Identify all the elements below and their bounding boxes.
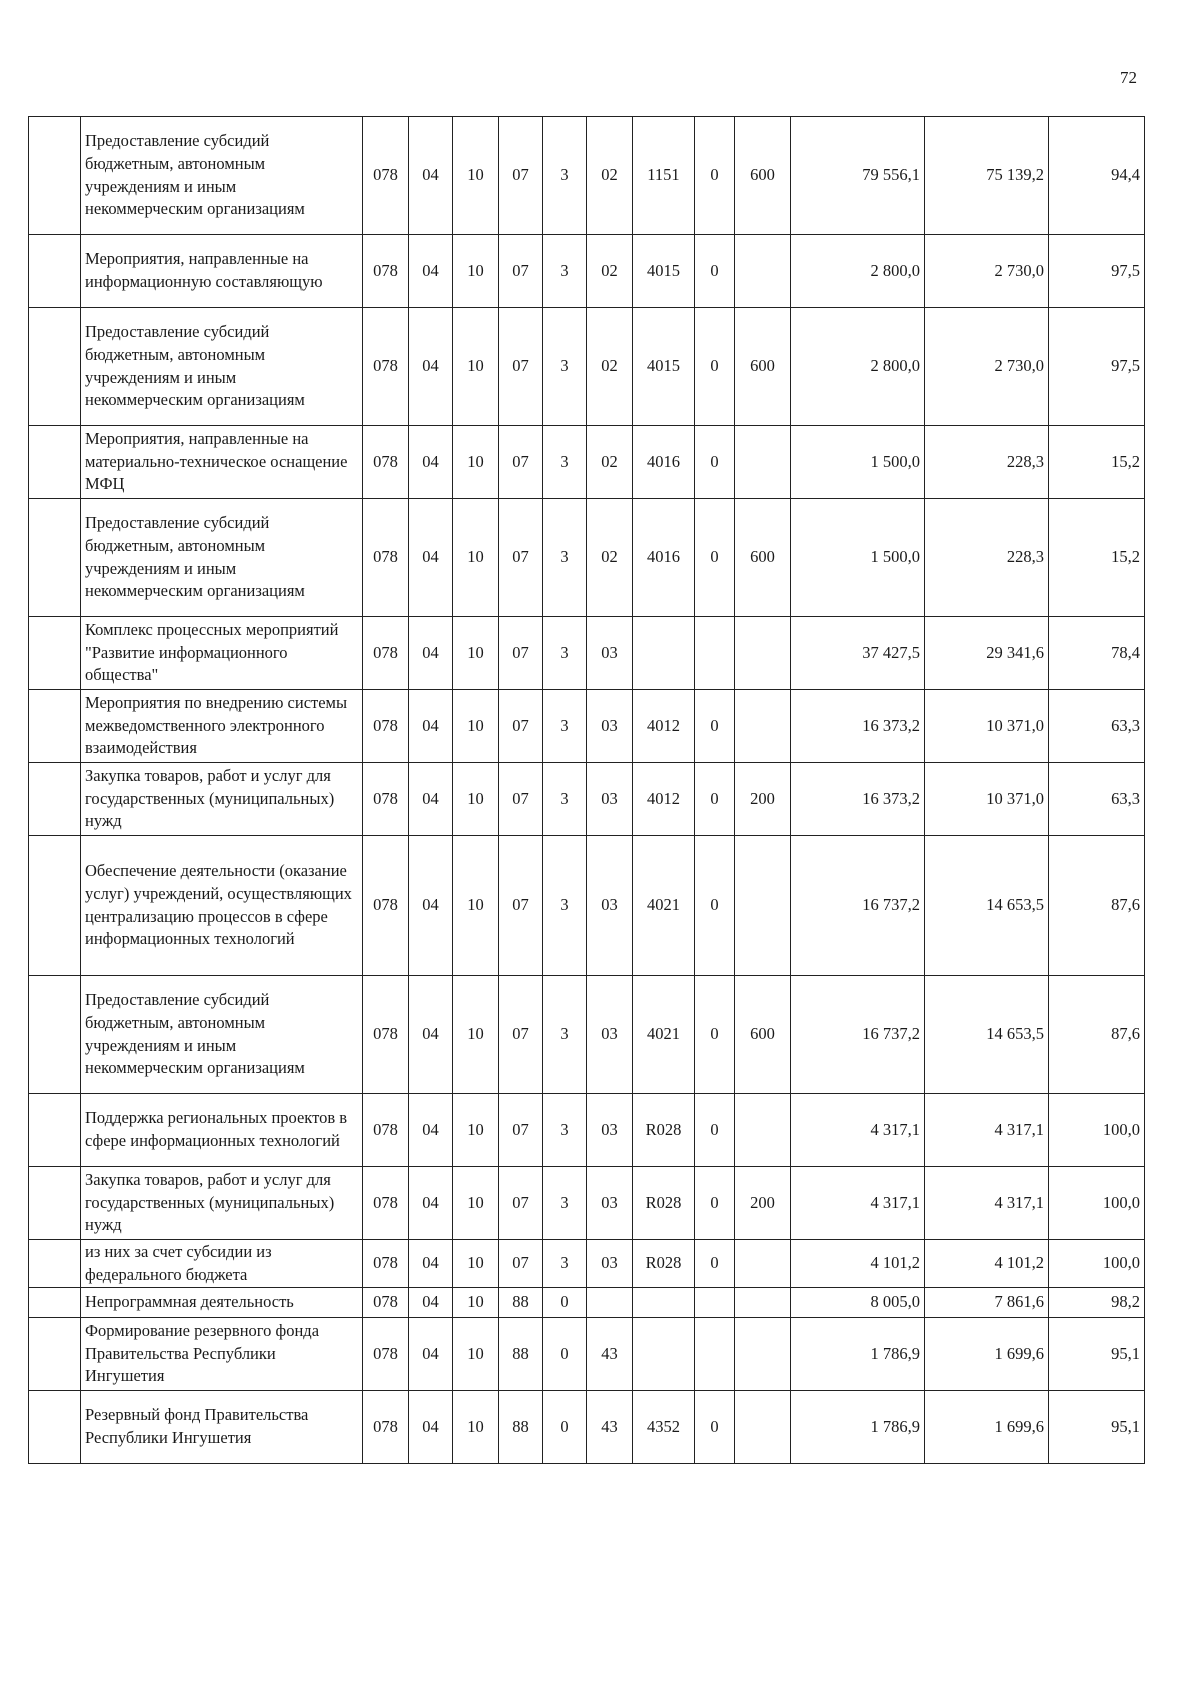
cell-actual-amount: 10 371,0: [925, 690, 1049, 763]
cell-percent-executed: 87,6: [1049, 836, 1145, 976]
cell-subsection-code: 10: [453, 836, 499, 976]
cell-subdirection-code: 0: [695, 836, 735, 976]
cell-subprogram-code: 03: [587, 1240, 633, 1288]
cell-percent-executed: 94,4: [1049, 117, 1145, 235]
cell-subprogram-code: 02: [587, 426, 633, 499]
cell-subprogram-code: 02: [587, 117, 633, 235]
cell-planned-amount: 2 800,0: [791, 308, 925, 426]
cell-description: Мероприятия по внедрению системы межведомственного электронного взаимодействия: [81, 690, 363, 763]
cell-planned-amount: 16 373,2: [791, 763, 925, 836]
cell-subdirection-code: 0: [695, 308, 735, 426]
cell-expense-type: 600: [735, 308, 791, 426]
cell-subprogram-code: 03: [587, 1094, 633, 1167]
cell-index: [29, 1167, 81, 1240]
cell-actual-amount: 228,3: [925, 499, 1049, 617]
cell-section-code: 04: [409, 1391, 453, 1464]
table-row: [29, 1094, 1145, 1167]
cell-subprogram-code: 03: [587, 1167, 633, 1240]
cell-subdirection-code: 0: [695, 1240, 735, 1288]
cell-ministry-code: 078: [363, 1318, 409, 1391]
table-row: [29, 763, 1145, 836]
cell-percent-executed: 78,4: [1049, 617, 1145, 690]
table-row: [29, 1391, 1145, 1464]
cell-program-code: 88: [499, 1318, 543, 1391]
cell-program-code: 07: [499, 235, 543, 308]
cell-planned-amount: 2 800,0: [791, 235, 925, 308]
cell-subsection-code: 10: [453, 1240, 499, 1288]
table-row: [29, 117, 1145, 235]
budget-table: [28, 116, 1145, 1464]
cell-type-code: 3: [543, 976, 587, 1094]
cell-subdirection-code: 0: [695, 1391, 735, 1464]
cell-program-code: 07: [499, 690, 543, 763]
cell-planned-amount: 1 786,9: [791, 1391, 925, 1464]
cell-expense-type: [735, 1240, 791, 1288]
cell-direction-code: 4012: [633, 763, 695, 836]
cell-direction-code: 4021: [633, 836, 695, 976]
cell-program-code: 07: [499, 499, 543, 617]
cell-section-code: 04: [409, 836, 453, 976]
cell-subsection-code: 10: [453, 690, 499, 763]
cell-description: Закупка товаров, работ и услуг для государственных (муниципальных) нужд: [81, 763, 363, 836]
cell-subdirection-code: [695, 617, 735, 690]
cell-planned-amount: 16 737,2: [791, 976, 925, 1094]
cell-ministry-code: 078: [363, 763, 409, 836]
cell-description: Мероприятия, направленные на материально-техническое оснащение МФЦ: [81, 426, 363, 499]
cell-direction-code: 4015: [633, 308, 695, 426]
cell-actual-amount: 7 861,6: [925, 1288, 1049, 1318]
cell-expense-type: [735, 1391, 791, 1464]
cell-section-code: 04: [409, 1288, 453, 1318]
cell-expense-type: [735, 1288, 791, 1318]
cell-planned-amount: 16 737,2: [791, 836, 925, 976]
cell-type-code: 3: [543, 690, 587, 763]
cell-actual-amount: 75 139,2: [925, 117, 1049, 235]
cell-index: [29, 1240, 81, 1288]
cell-subdirection-code: 0: [695, 1167, 735, 1240]
cell-section-code: 04: [409, 976, 453, 1094]
cell-subsection-code: 10: [453, 499, 499, 617]
table-row: [29, 235, 1145, 308]
cell-expense-type: [735, 1318, 791, 1391]
cell-subsection-code: 10: [453, 1391, 499, 1464]
cell-direction-code: [633, 1288, 695, 1318]
cell-subprogram-code: 02: [587, 235, 633, 308]
cell-actual-amount: 10 371,0: [925, 763, 1049, 836]
cell-subsection-code: 10: [453, 1167, 499, 1240]
cell-ministry-code: 078: [363, 117, 409, 235]
cell-subprogram-code: 43: [587, 1391, 633, 1464]
cell-description: Комплекс процессных мероприятий "Развитие информационного общества": [81, 617, 363, 690]
cell-index: [29, 235, 81, 308]
cell-direction-code: [633, 1318, 695, 1391]
cell-section-code: 04: [409, 690, 453, 763]
cell-section-code: 04: [409, 763, 453, 836]
cell-subprogram-code: 43: [587, 1318, 633, 1391]
cell-subdirection-code: [695, 1318, 735, 1391]
table-row: [29, 1318, 1145, 1391]
cell-type-code: 0: [543, 1288, 587, 1318]
cell-actual-amount: 14 653,5: [925, 836, 1049, 976]
cell-direction-code: 4016: [633, 499, 695, 617]
cell-planned-amount: 1 500,0: [791, 499, 925, 617]
cell-direction-code: R028: [633, 1094, 695, 1167]
cell-ministry-code: 078: [363, 1240, 409, 1288]
cell-subdirection-code: 0: [695, 1094, 735, 1167]
cell-program-code: 88: [499, 1288, 543, 1318]
cell-program-code: 07: [499, 1240, 543, 1288]
cell-ministry-code: 078: [363, 499, 409, 617]
cell-subsection-code: 10: [453, 976, 499, 1094]
cell-direction-code: 4015: [633, 235, 695, 308]
cell-subdirection-code: [695, 1288, 735, 1318]
cell-index: [29, 1094, 81, 1167]
cell-program-code: 07: [499, 117, 543, 235]
cell-expense-type: 200: [735, 1167, 791, 1240]
cell-actual-amount: 1 699,6: [925, 1318, 1049, 1391]
cell-expense-type: 200: [735, 763, 791, 836]
cell-percent-executed: 63,3: [1049, 763, 1145, 836]
cell-percent-executed: 97,5: [1049, 235, 1145, 308]
cell-subsection-code: 10: [453, 235, 499, 308]
cell-index: [29, 690, 81, 763]
cell-actual-amount: 4 101,2: [925, 1240, 1049, 1288]
cell-planned-amount: 16 373,2: [791, 690, 925, 763]
cell-program-code: 07: [499, 617, 543, 690]
table-row: [29, 1167, 1145, 1240]
cell-actual-amount: 1 699,6: [925, 1391, 1049, 1464]
cell-type-code: 3: [543, 617, 587, 690]
cell-type-code: 3: [543, 1094, 587, 1167]
cell-expense-type: [735, 836, 791, 976]
cell-percent-executed: 87,6: [1049, 976, 1145, 1094]
cell-subprogram-code: 03: [587, 836, 633, 976]
cell-ministry-code: 078: [363, 308, 409, 426]
cell-percent-executed: 15,2: [1049, 426, 1145, 499]
cell-planned-amount: 79 556,1: [791, 117, 925, 235]
table-row: [29, 426, 1145, 499]
cell-subprogram-code: 03: [587, 763, 633, 836]
cell-actual-amount: 228,3: [925, 426, 1049, 499]
cell-expense-type: 600: [735, 976, 791, 1094]
cell-program-code: 07: [499, 836, 543, 976]
cell-index: [29, 308, 81, 426]
cell-ministry-code: 078: [363, 1167, 409, 1240]
cell-actual-amount: 4 317,1: [925, 1094, 1049, 1167]
cell-type-code: 3: [543, 1167, 587, 1240]
cell-program-code: 07: [499, 1094, 543, 1167]
cell-subprogram-code: 03: [587, 617, 633, 690]
cell-program-code: 07: [499, 308, 543, 426]
cell-index: [29, 1288, 81, 1318]
cell-type-code: 3: [543, 763, 587, 836]
cell-subdirection-code: 0: [695, 117, 735, 235]
cell-index: [29, 426, 81, 499]
cell-subdirection-code: 0: [695, 690, 735, 763]
cell-index: [29, 836, 81, 976]
cell-direction-code: 1151: [633, 117, 695, 235]
cell-description: Поддержка региональных проектов в сфере информационных технологий: [81, 1094, 363, 1167]
cell-percent-executed: 100,0: [1049, 1240, 1145, 1288]
cell-section-code: 04: [409, 308, 453, 426]
cell-percent-executed: 98,2: [1049, 1288, 1145, 1318]
cell-program-code: 07: [499, 1167, 543, 1240]
cell-description: Предоставление субсидий бюджетным, автономным учреждениям и иным некоммерческим организациям: [81, 308, 363, 426]
cell-subdirection-code: 0: [695, 976, 735, 1094]
cell-ministry-code: 078: [363, 617, 409, 690]
cell-subdirection-code: 0: [695, 235, 735, 308]
cell-section-code: 04: [409, 499, 453, 617]
cell-subsection-code: 10: [453, 1288, 499, 1318]
cell-subprogram-code: [587, 1288, 633, 1318]
cell-subprogram-code: 03: [587, 976, 633, 1094]
cell-planned-amount: 1 786,9: [791, 1318, 925, 1391]
cell-type-code: 0: [543, 1318, 587, 1391]
cell-ministry-code: 078: [363, 426, 409, 499]
cell-ministry-code: 078: [363, 690, 409, 763]
cell-section-code: 04: [409, 1240, 453, 1288]
page-number: 72: [1120, 68, 1137, 87]
cell-direction-code: 4012: [633, 690, 695, 763]
cell-type-code: 3: [543, 235, 587, 308]
cell-percent-executed: 63,3: [1049, 690, 1145, 763]
cell-expense-type: [735, 426, 791, 499]
cell-expense-type: [735, 617, 791, 690]
cell-section-code: 04: [409, 1167, 453, 1240]
cell-percent-executed: 97,5: [1049, 308, 1145, 426]
cell-planned-amount: 1 500,0: [791, 426, 925, 499]
cell-subsection-code: 10: [453, 1318, 499, 1391]
cell-description: Обеспечение деятельности (оказание услуг) учреждений, осуществляющих централизацию процессов в сфере информационных технологий: [81, 836, 363, 976]
cell-subprogram-code: 02: [587, 499, 633, 617]
cell-type-code: 0: [543, 1391, 587, 1464]
cell-subdirection-code: 0: [695, 426, 735, 499]
cell-direction-code: R028: [633, 1167, 695, 1240]
cell-section-code: 04: [409, 235, 453, 308]
cell-ministry-code: 078: [363, 235, 409, 308]
cell-program-code: 07: [499, 976, 543, 1094]
cell-description: Мероприятия, направленные на информационную составляющую: [81, 235, 363, 308]
cell-planned-amount: 8 005,0: [791, 1288, 925, 1318]
cell-index: [29, 976, 81, 1094]
cell-expense-type: 600: [735, 117, 791, 235]
cell-type-code: 3: [543, 426, 587, 499]
cell-type-code: 3: [543, 836, 587, 976]
cell-actual-amount: 2 730,0: [925, 308, 1049, 426]
table-row: [29, 976, 1145, 1094]
cell-index: [29, 617, 81, 690]
cell-expense-type: [735, 235, 791, 308]
table-row: [29, 690, 1145, 763]
table-row: [29, 499, 1145, 617]
cell-index: [29, 117, 81, 235]
cell-planned-amount: 4 101,2: [791, 1240, 925, 1288]
cell-percent-executed: 95,1: [1049, 1391, 1145, 1464]
cell-subdirection-code: 0: [695, 499, 735, 617]
cell-ministry-code: 078: [363, 836, 409, 976]
cell-subprogram-code: 03: [587, 690, 633, 763]
cell-direction-code: 4021: [633, 976, 695, 1094]
cell-direction-code: 4016: [633, 426, 695, 499]
cell-ministry-code: 078: [363, 1094, 409, 1167]
cell-index: [29, 763, 81, 836]
cell-description: Формирование резервного фонда Правительства Республики Ингушетия: [81, 1318, 363, 1391]
cell-type-code: 3: [543, 308, 587, 426]
cell-direction-code: 4352: [633, 1391, 695, 1464]
cell-index: [29, 1318, 81, 1391]
cell-subsection-code: 10: [453, 117, 499, 235]
cell-expense-type: [735, 1094, 791, 1167]
cell-percent-executed: 100,0: [1049, 1094, 1145, 1167]
table-row: [29, 308, 1145, 426]
table-row: [29, 617, 1145, 690]
cell-direction-code: [633, 617, 695, 690]
cell-subprogram-code: 02: [587, 308, 633, 426]
cell-actual-amount: 29 341,6: [925, 617, 1049, 690]
cell-planned-amount: 4 317,1: [791, 1167, 925, 1240]
cell-subdirection-code: 0: [695, 763, 735, 836]
cell-subsection-code: 10: [453, 426, 499, 499]
cell-ministry-code: 078: [363, 1288, 409, 1318]
table-row: [29, 1288, 1145, 1318]
cell-percent-executed: 100,0: [1049, 1167, 1145, 1240]
cell-section-code: 04: [409, 117, 453, 235]
cell-ministry-code: 078: [363, 1391, 409, 1464]
cell-description: Предоставление субсидий бюджетным, автономным учреждениям и иным некоммерческим организациям: [81, 976, 363, 1094]
cell-type-code: 3: [543, 1240, 587, 1288]
cell-index: [29, 499, 81, 617]
cell-description: Предоставление субсидий бюджетным, автономным учреждениям и иным некоммерческим организациям: [81, 499, 363, 617]
cell-subsection-code: 10: [453, 308, 499, 426]
cell-section-code: 04: [409, 1318, 453, 1391]
cell-subsection-code: 10: [453, 1094, 499, 1167]
cell-actual-amount: 2 730,0: [925, 235, 1049, 308]
cell-planned-amount: 37 427,5: [791, 617, 925, 690]
cell-direction-code: R028: [633, 1240, 695, 1288]
cell-expense-type: [735, 690, 791, 763]
cell-type-code: 3: [543, 499, 587, 617]
cell-subsection-code: 10: [453, 763, 499, 836]
cell-type-code: 3: [543, 117, 587, 235]
cell-actual-amount: 4 317,1: [925, 1167, 1049, 1240]
cell-section-code: 04: [409, 426, 453, 499]
cell-actual-amount: 14 653,5: [925, 976, 1049, 1094]
cell-program-code: 88: [499, 1391, 543, 1464]
cell-percent-executed: 15,2: [1049, 499, 1145, 617]
cell-ministry-code: 078: [363, 976, 409, 1094]
cell-subsection-code: 10: [453, 617, 499, 690]
cell-program-code: 07: [499, 763, 543, 836]
table-row: [29, 1240, 1145, 1288]
cell-description: из них за счет субсидии из федерального бюджета: [81, 1240, 363, 1288]
cell-percent-executed: 95,1: [1049, 1318, 1145, 1391]
cell-planned-amount: 4 317,1: [791, 1094, 925, 1167]
cell-section-code: 04: [409, 1094, 453, 1167]
cell-description: Резервный фонд Правительства Республики Ингушетия: [81, 1391, 363, 1464]
cell-expense-type: 600: [735, 499, 791, 617]
cell-description: Предоставление субсидий бюджетным, автономным учреждениям и иным некоммерческим организациям: [81, 117, 363, 235]
cell-index: [29, 1391, 81, 1464]
table-row: [29, 836, 1145, 976]
cell-description: Закупка товаров, работ и услуг для государственных (муниципальных) нужд: [81, 1167, 363, 1240]
cell-program-code: 07: [499, 426, 543, 499]
cell-description: Непрограммная деятельность: [81, 1288, 363, 1318]
cell-section-code: 04: [409, 617, 453, 690]
